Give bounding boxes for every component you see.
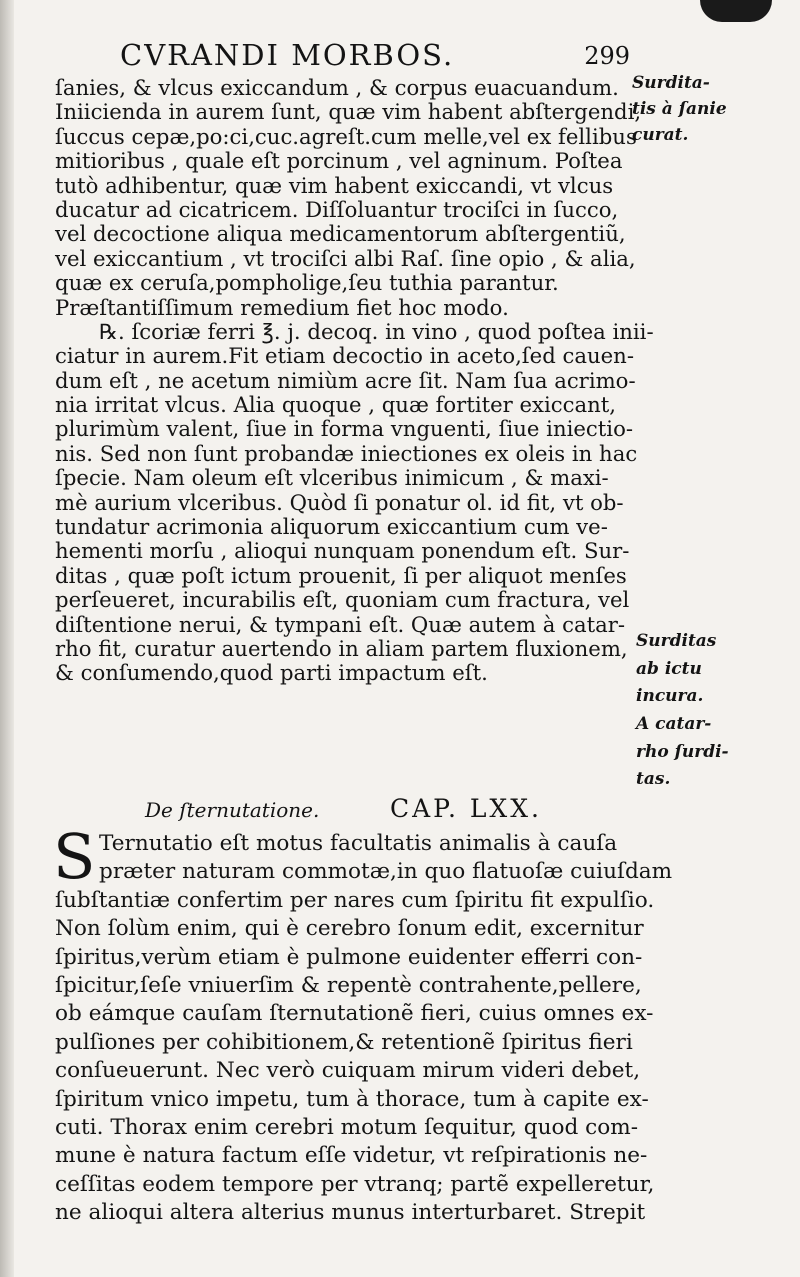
text-line: vel decoctione aliqua medicamentorum abſtergentiũ, <box>55 221 626 247</box>
text-line: ſanies, & vlcus exiccandum , & corpus euacuandum. <box>55 75 619 100</box>
margin-note-line: tas. <box>636 769 671 789</box>
text-line: pulſiones per cohibitionem,& retentionẽ ſpiritus fieri <box>55 1029 633 1055</box>
text-line: & conſumendo,quod parti impactum eſt. <box>55 660 488 686</box>
text-line: conſueuerunt. Nec verò cuiquam mirum videri debet, <box>55 1058 641 1084</box>
text-line: ſpicitur,ſeſe vniuerſim & repentè contrahente,pellere, <box>55 972 642 998</box>
margin-note-line: A catar- <box>636 714 712 734</box>
margin-note-line: Surdita- <box>632 73 710 93</box>
text-line: ſuccus cepæ,po:ci,cuc.agreſt.cum melle,vel ex fellibus <box>55 123 637 149</box>
text-line: quæ ex ceruſa,pompholige,ſeu tuthia parantur. <box>55 270 559 296</box>
text-line: mè aurium vlceribus. Quòd ſi ponatur ol. id fit, vt ob- <box>55 489 624 515</box>
page-header <box>120 38 630 78</box>
body-text <box>55 75 654 686</box>
text-line: tutò adhibentur, quæ vim habent exiccandi, vt vlcus <box>55 172 614 198</box>
text-line: ſubſtantiæ confertim per nares cum ſpiritu fit expulſio. <box>55 887 655 913</box>
margin-note-line: rho ſurdi- <box>636 741 729 762</box>
running-head: CVRANDI MORBOS. <box>120 38 455 72</box>
text-line: cuti. Thorax enim cerebri motum ſequitur, quod com- <box>55 1114 639 1140</box>
text-line: ob eámque cauſam ſternutationẽ fieri, cuius omnes ex- <box>55 1001 654 1027</box>
text-line: Præſtantiſſimum remedium fiet hoc modo. <box>55 294 509 320</box>
margin-note-surditas-ictu <box>636 628 716 711</box>
text-line: ceſſitas eodem tempore per vtranq; partẽ expelleretur, <box>55 1171 655 1197</box>
text-line: ſpiritum vnico impetu, tum à thorace, tum à capite ex- <box>55 1086 649 1112</box>
text-line: Non ſolùm enim, qui è cerebro ſonum edit, excernitur <box>55 916 644 942</box>
margin-note-line: incura. <box>636 686 704 706</box>
text-line: hementi morſu , alioqui nunquam ponendum eſt. Sur- <box>55 538 630 564</box>
text-line: mune è natura factum eſſe videtur, vt reſpirationis ne- <box>55 1143 648 1169</box>
section-title: De ſternutatione. <box>145 798 320 822</box>
ink-blot <box>700 0 772 22</box>
page-gutter-shadow <box>0 0 14 1277</box>
page-number: 299 <box>584 42 630 70</box>
text-line: tundatur acrimonia aliquorum exiccantium cum ve- <box>55 514 608 540</box>
text-line: ℞. ſcoriæ ferri ℥. j. decoq. in vino , quod poſtea inii- <box>99 318 654 344</box>
section-body <box>53 820 673 1227</box>
text-line: præter naturam commotæ,in quo flatuoſæ cuiuſdam <box>99 859 673 885</box>
text-line: ciatur in aurem.Fit etiam decoctio in aceto,ſed cauen- <box>55 343 634 369</box>
text-line: rho fit, curatur auertendo in aliam partem fluxionem, <box>55 635 628 661</box>
text-line: ditas , quæ poſt ictum prouenit, ſi per aliquot menſes <box>55 562 627 588</box>
text-line: diſtentione nerui, & tympani eſt. Quæ autem à catar- <box>55 611 626 637</box>
margin-note-surditas-sanie <box>632 70 727 148</box>
text-line: ne alioqui altera alterius munus interturbaret. Strepit <box>55 1200 646 1226</box>
text-line: dum eſt , ne acetum nimiùm acre ſit. Nam ſua acrimo- <box>55 367 636 393</box>
margin-note-line: curat. <box>632 125 689 145</box>
margin-note-catarrho <box>636 711 729 794</box>
text-line: perſeueret, incurabilis eſt, quoniam cum fractura, vel <box>55 587 630 613</box>
text-line: ſpiritus,verùm etiam è pulmone euidenter efferri con- <box>55 944 643 970</box>
margin-note-line: ab ictu <box>636 658 702 679</box>
text-line: nis. Sed non ſunt probandæ iniectiones ex oleis in hac <box>55 440 638 466</box>
text-line: ducatur ad cicatricem. Diſſoluantur trociſci in ſucco, <box>55 196 619 222</box>
drop-cap: S <box>53 820 96 893</box>
text-line: ſpecie. Nam oleum eſt vlceribus inimicum , & maxi- <box>55 465 609 491</box>
text-line: Iniicienda in aurem ſunt, quæ vim habent abſtergendi, <box>55 99 642 125</box>
text-line: plurimùm valent, ſiue in forma vnguenti, ſiue iniectio- <box>55 416 633 442</box>
text-line: mitioribus , quale eſt porcinum , vel agninum. Poſtea <box>55 148 623 174</box>
margin-note-line: Surditas <box>636 631 717 651</box>
section-heading <box>55 794 627 826</box>
text-line: nia irritat vlcus. Alia quoque , quæ fortiter exiccant, <box>55 392 617 418</box>
text-line: vel exiccantium , vt trociſci albi Raſ. ſine opio , & alia, <box>55 245 636 271</box>
margin-note-line: tis à ſanie <box>632 99 727 119</box>
chapter-number: CAP. LXX. <box>390 794 542 823</box>
text-line: Ternutatio eſt motus facultatis animalis à cauſa <box>99 831 618 856</box>
